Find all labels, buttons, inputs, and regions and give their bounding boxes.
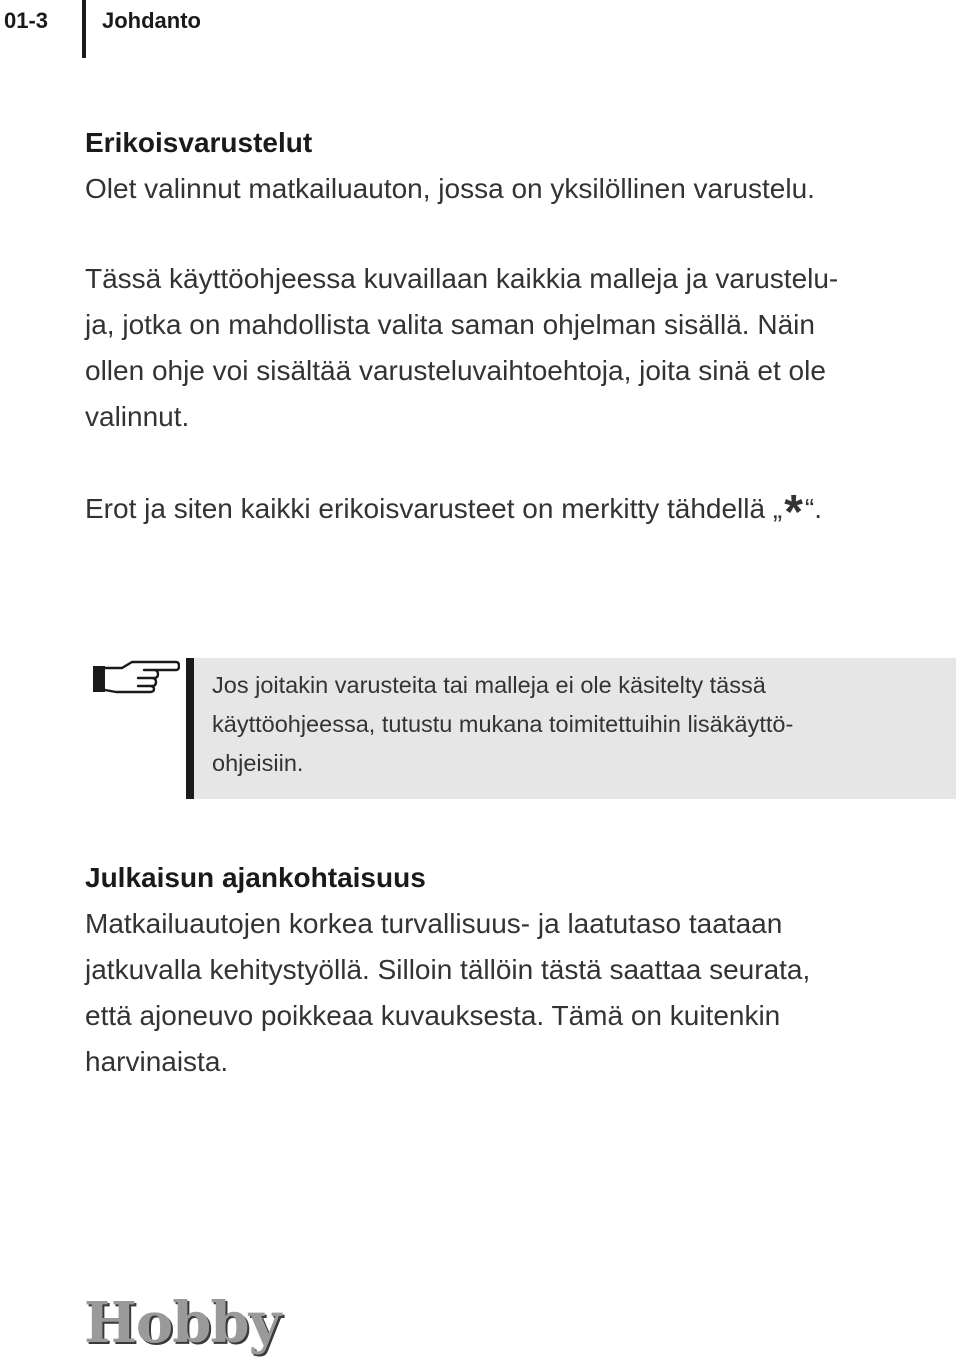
note-box [186, 658, 956, 799]
pointing-hand-icon [92, 658, 180, 698]
page-header [0, 0, 960, 62]
note-line: Jos joitakin varusteita tai malleja ei ole käsitelty tässä [212, 672, 766, 698]
header-divider [82, 0, 86, 58]
paragraph-line: jatkuvalla kehitystyöllä. Silloin tällöin tästä saattaa seurata, [85, 954, 811, 985]
note-line: käyttöohjeessa, tutustu mukana toimitettuihin lisäkäyttö- [212, 711, 794, 737]
star-explanation-text: Erot ja siten kaikki erikoisvarusteet on merkitty tähdellä [85, 493, 766, 524]
paragraph-line: valinnut. [85, 401, 190, 432]
close-quote: “. [804, 493, 822, 524]
hobby-logo: Hobby [84, 1290, 281, 1356]
page-number: 01-3 [4, 8, 49, 33]
paragraph-line: että ajoneuvo poikkeaa kuvauksesta. Tämä on kuitenkin [85, 1000, 781, 1031]
paragraph-line: ja, jotka on mahdollista valita saman ohjelman sisällä. Näin [85, 309, 815, 340]
paragraph-line: harvinaista. [85, 1046, 229, 1077]
paragraph-line: Tässä käyttöohjeessa kuvaillaan kaikkia malleja ja varustelu- [85, 263, 839, 294]
publication-heading: Julkaisun ajankohtaisuus [85, 862, 426, 893]
special-equipment-paragraph [85, 256, 935, 440]
note-line: ohjeisiin. [212, 750, 304, 776]
open-quote: „ [772, 493, 783, 524]
special-equipment-heading: Erikoisvarustelut [85, 127, 313, 158]
star-symbol: * [784, 486, 803, 539]
note-accent-bar [186, 658, 194, 799]
paragraph-line: ollen ohje voi sisältää varusteluvaihtoehtoja, joita sinä et ole [85, 355, 826, 386]
section-title: Johdanto [102, 8, 201, 33]
publication-paragraph [85, 901, 935, 1085]
paragraph-line: Matkailuautojen korkea turvallisuus- ja laatutaso taataan [85, 908, 783, 939]
star-explanation [85, 486, 935, 539]
note-text [212, 666, 942, 783]
special-equipment-intro: Olet valinnut matkailuauton, jossa on yksilöllinen varustelu. [85, 173, 815, 204]
